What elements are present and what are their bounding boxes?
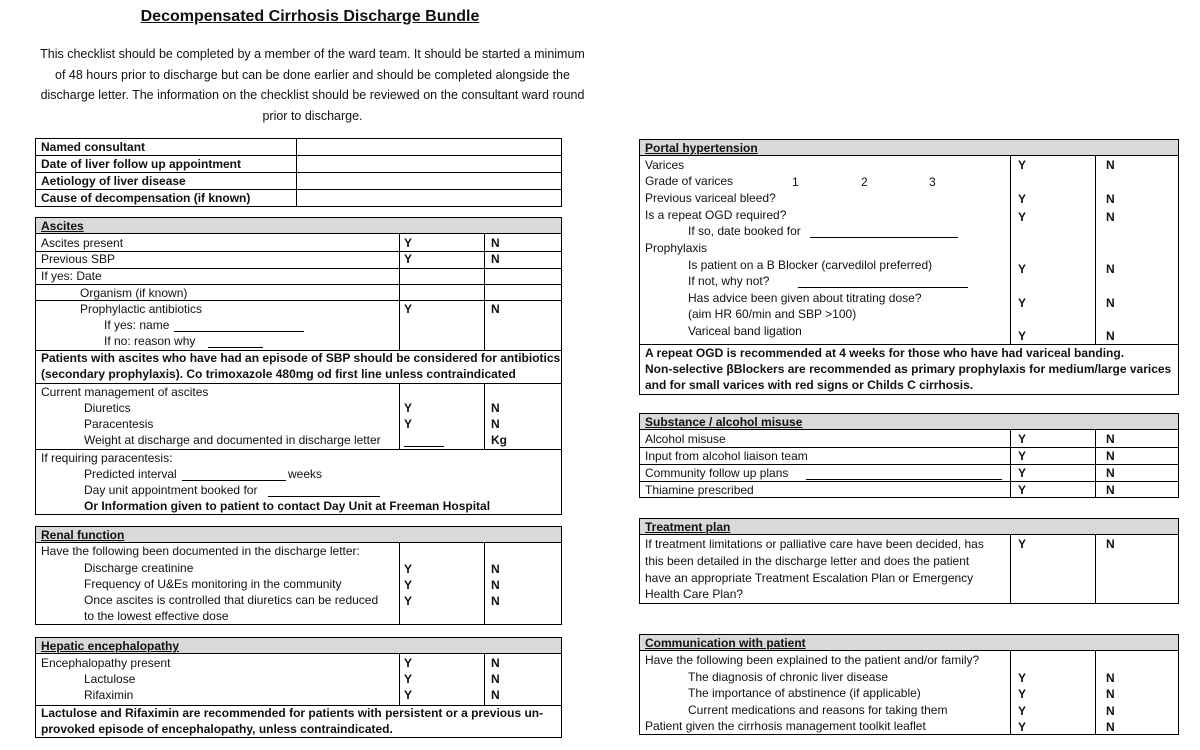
encephalopathy-present-no[interactable]: N [491, 656, 500, 670]
titrating-label: Has advice been given about titrating dose? [688, 291, 922, 305]
grade-label: Grade of varices [645, 174, 734, 188]
named-consultant-label: Named consultant [41, 140, 146, 154]
paracentesis-yes[interactable]: Y [404, 417, 413, 431]
portal-section [639, 139, 1179, 395]
creatinine-label: Discharge creatinine [84, 561, 194, 575]
varices-label: Varices [645, 158, 685, 172]
creatinine-no[interactable]: N [491, 562, 500, 576]
alcohol-misuse-yes[interactable]: Y [1018, 432, 1027, 446]
medications-no[interactable]: N [1106, 704, 1115, 718]
ascites-header: Ascites [41, 219, 84, 233]
antibiotic-name-field[interactable] [174, 331, 304, 332]
ascites-section [35, 217, 562, 515]
sbp-date-label: If yes: Date [41, 269, 102, 283]
band-ligation-yes[interactable]: Y [1018, 329, 1027, 343]
substance-header: Substance / alcohol misuse [645, 415, 803, 429]
diuretics-reduced-label: Once ascites is controlled that diuretics can be reduced [84, 593, 379, 607]
community-follow-up-no[interactable]: N [1106, 466, 1115, 480]
medications-yes[interactable]: Y [1018, 704, 1027, 718]
titrating-yes[interactable]: Y [1018, 296, 1027, 310]
day-unit-info-label: Or Information given to patient to contact Day Unit at Freeman Hospital [84, 499, 491, 513]
variceal-bleed-no[interactable]: N [1106, 192, 1115, 206]
prophylactic-antibiotics-yes[interactable]: Y [404, 302, 413, 316]
hepatic-section [35, 637, 562, 738]
weight-label: Weight at discharge and documented in discharge letter [84, 433, 381, 447]
repeat-ogd-yes[interactable]: Y [1018, 210, 1027, 224]
page-title: Decompensated Cirrhosis Discharge Bundle [140, 8, 480, 25]
renal-section [35, 526, 562, 625]
diuretics-reduced-yes[interactable]: Y [404, 594, 413, 608]
ascites-present-no[interactable]: N [491, 236, 500, 250]
portal-note-line2: Non-selective βBlockers are recommended as primary prophylaxis for medium/large varices [645, 362, 1172, 376]
follow-up-field[interactable] [298, 157, 560, 171]
rifaximin-no[interactable]: N [491, 688, 500, 702]
hepatic-note-line2: provoked episode of encephalopathy, unless contraindicated. [41, 722, 393, 736]
renal-intro-label: Have the following been documented in the discharge letter: [41, 544, 360, 558]
paracentesis-no[interactable]: N [491, 417, 500, 431]
encephalopathy-present-label: Encephalopathy present [41, 656, 171, 670]
cause-field[interactable] [298, 191, 560, 205]
follow-up-label: Date of liver follow up appointment [41, 157, 242, 171]
prophylactic-antibiotics-no[interactable]: N [491, 302, 500, 316]
communication-section [639, 634, 1179, 735]
portal-note-line1: A repeat OGD is recommended at 4 weeks for those who have had variceal banding. [645, 346, 1125, 360]
treatment-question-line3: have an appropriate Treatment Escalation Plan or Emergency [645, 571, 974, 585]
treatment-question-line4: Health Care Plan? [645, 587, 744, 601]
grade-3-option[interactable]: 3 [929, 175, 936, 189]
hepatic-header: Hepatic encephalopathy [41, 639, 180, 653]
antibiotic-reason-label: If no: reason why [104, 334, 196, 348]
diagnosis-no[interactable]: N [1106, 671, 1115, 685]
ue-frequency-yes[interactable]: Y [404, 578, 413, 592]
diuretics-no[interactable]: N [491, 401, 500, 415]
diagnosis-label: The diagnosis of chronic liver disease [688, 670, 889, 684]
community-follow-up-yes[interactable]: Y [1018, 466, 1027, 480]
previous-sbp-label: Previous SBP [41, 252, 116, 266]
ogd-date-label: If so, date booked for [688, 224, 801, 238]
aetiology-field[interactable] [298, 174, 560, 188]
treatment-question-line2: this been detailed in the discharge letter and does the patient [645, 554, 970, 568]
grade-2-option[interactable]: 2 [861, 175, 868, 189]
b-blocker-label: Is patient on a B Blocker (carvedilol preferred) [688, 258, 933, 272]
creatinine-yes[interactable]: Y [404, 562, 413, 576]
aetiology-label: Aetiology of liver disease [41, 174, 186, 188]
lactulose-label: Lactulose [84, 672, 136, 686]
toolkit-yes[interactable]: Y [1018, 720, 1027, 734]
thiamine-yes[interactable]: Y [1018, 483, 1027, 497]
treatment-section [639, 518, 1179, 604]
thiamine-label: Thiamine prescribed [645, 483, 754, 497]
toolkit-label: Patient given the cirrhosis management toolkit leaflet [645, 719, 926, 733]
intro-text: This checklist should be completed by a member of the ward team. It should be started a minimum of 48 hours prior to discharge but can be done earlier and should be completed alongside the discharge letter. The information on the checklist should be reviewed on the consultant ward round prior to discharge. [40, 47, 585, 123]
varices-yes[interactable]: Y [1018, 158, 1027, 172]
current-management-label: Current management of ascites [41, 385, 209, 399]
substance-section [639, 413, 1179, 498]
alcohol-misuse-no[interactable]: N [1106, 432, 1115, 446]
named-consultant-field[interactable] [298, 140, 560, 154]
alcohol-liaison-yes[interactable]: Y [1018, 449, 1027, 463]
treatment-header: Treatment plan [645, 520, 731, 534]
variceal-bleed-yes[interactable]: Y [1018, 192, 1027, 206]
band-ligation-label: Variceal band ligation [688, 324, 802, 338]
diagnosis-yes[interactable]: Y [1018, 671, 1027, 685]
repeat-ogd-no[interactable]: N [1106, 210, 1115, 224]
variceal-bleed-label: Previous variceal bleed? [645, 191, 776, 205]
community-follow-up-label: Community follow up plans [645, 466, 789, 480]
rifaximin-label: Rifaximin [84, 688, 134, 702]
titrating-no[interactable]: N [1106, 296, 1115, 310]
requiring-paracentesis-label: If requiring paracentesis: [41, 451, 173, 465]
alcohol-misuse-label: Alcohol misuse [645, 432, 726, 446]
rifaximin-yes[interactable]: Y [404, 688, 413, 702]
treatment-question-line1: If treatment limitations or palliative care have been decided, has [645, 537, 984, 551]
abstinence-label: The importance of abstinence (if applicable) [688, 686, 921, 700]
antibiotic-name-label: If yes: name [104, 318, 170, 332]
ascites-present-label: Ascites present [41, 236, 124, 250]
lactulose-yes[interactable]: Y [404, 672, 413, 686]
abstinence-no[interactable]: N [1106, 687, 1115, 701]
prophylaxis-label: Prophylaxis [645, 241, 708, 255]
why-not-field[interactable] [798, 287, 968, 288]
portal-header: Portal hypertension [645, 141, 758, 155]
lowest-dose-label: to the lowest effective dose [84, 609, 229, 623]
why-not-label: If not, why not? [688, 274, 770, 288]
hepatic-note-line1: Lactulose and Rifaximin are recommended for patients with persistent or a previous un- [41, 706, 544, 720]
communication-header: Communication with patient [645, 636, 806, 650]
treatment-plan-yes[interactable]: Y [1018, 537, 1027, 551]
b-blocker-yes[interactable]: Y [1018, 262, 1027, 276]
communication-intro-label: Have the following been explained to the patient and/or family? [645, 653, 980, 667]
b-blocker-no[interactable]: N [1106, 262, 1115, 276]
treatment-plan-no[interactable]: N [1106, 537, 1115, 551]
band-ligation-no[interactable]: N [1106, 329, 1115, 343]
predicted-interval-field[interactable] [182, 480, 286, 481]
lactulose-no[interactable]: N [491, 672, 500, 686]
predicted-interval-label: Predicted interval [84, 467, 177, 481]
grade-1-option[interactable]: 1 [792, 175, 799, 189]
organism-label: Organism (if known) [80, 286, 188, 300]
renal-header: Renal function [41, 528, 125, 542]
portal-note-line3: and for small varices with red signs or Childs C cirrhosis. [645, 378, 974, 392]
patient-info-table [35, 138, 562, 207]
community-follow-up-field[interactable] [806, 479, 1002, 480]
previous-sbp-yes[interactable]: Y [404, 252, 413, 266]
ue-frequency-no[interactable]: N [491, 578, 500, 592]
alcohol-liaison-no[interactable]: N [1106, 449, 1115, 463]
cause-label: Cause of decompensation (if known) [41, 191, 251, 205]
ascites-present-yes[interactable]: Y [404, 236, 413, 250]
previous-sbp-no[interactable]: N [491, 252, 500, 266]
sbp-note-line2: (secondary prophylaxis). Co trimoxazole 480mg od first line unless contraindicated [41, 367, 516, 381]
ogd-date-field[interactable] [810, 237, 958, 238]
paracentesis-label: Paracentesis [84, 417, 154, 431]
repeat-ogd-label: Is a repeat OGD required? [645, 208, 787, 222]
day-unit-label: Day unit appointment booked for [84, 483, 258, 497]
medications-label: Current medications and reasons for taking them [688, 703, 948, 717]
aim-label: (aim HR 60/min and SBP >100) [688, 307, 857, 321]
weight-unit: Kg [491, 433, 507, 447]
abstinence-yes[interactable]: Y [1018, 687, 1027, 701]
weight-field[interactable] [404, 446, 444, 447]
prophylactic-antibiotics-label: Prophylactic antibiotics [80, 302, 203, 316]
alcohol-liaison-label: Input from alcohol liaison team [645, 449, 808, 463]
thiamine-no[interactable]: N [1106, 483, 1115, 497]
encephalopathy-present-yes[interactable]: Y [404, 656, 413, 670]
diuretics-reduced-no[interactable]: N [491, 594, 500, 608]
weeks-label: weeks [288, 467, 323, 481]
diuretics-label: Diuretics [84, 401, 131, 415]
varices-no[interactable]: N [1106, 158, 1115, 172]
day-unit-field[interactable] [268, 496, 380, 497]
antibiotic-reason-field[interactable] [208, 347, 263, 348]
toolkit-no[interactable]: N [1106, 720, 1115, 734]
diuretics-yes[interactable]: Y [404, 401, 413, 415]
ue-frequency-label: Frequency of U&Es monitoring in the community [84, 577, 342, 591]
sbp-note-line1: Patients with ascites who have had an episode of SBP should be considered for antibiotics [41, 351, 561, 365]
